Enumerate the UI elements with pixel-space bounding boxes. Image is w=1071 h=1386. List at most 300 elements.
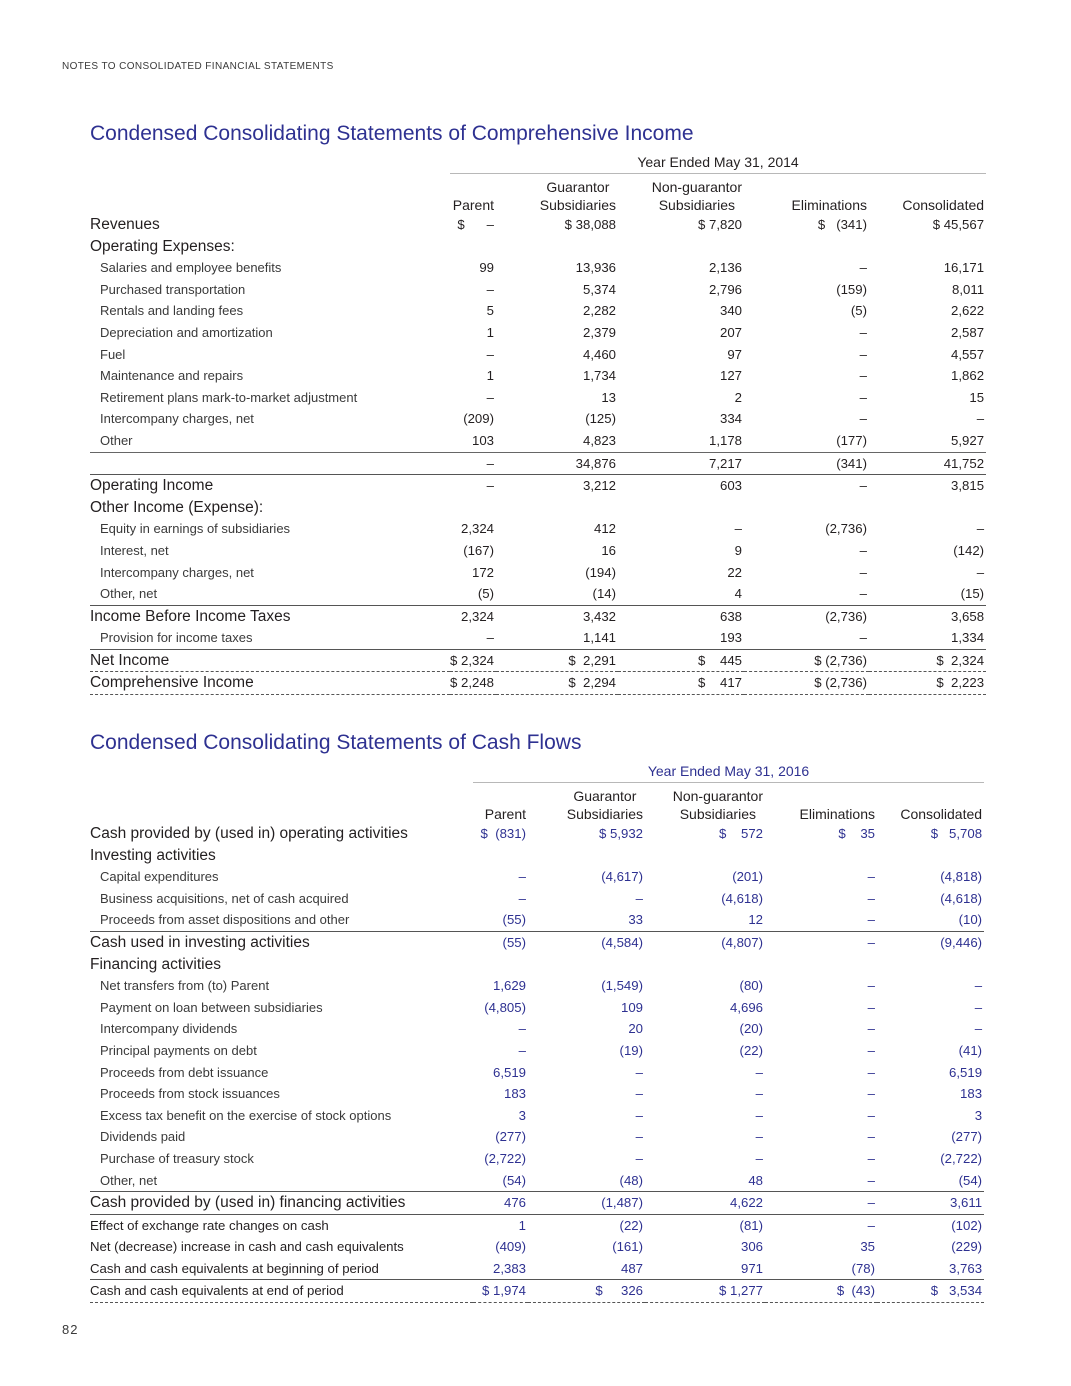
row-label: Revenues bbox=[90, 216, 160, 233]
cell-eliminations: – bbox=[867, 1150, 875, 1166]
cell-parent: 1 bbox=[473, 1214, 528, 1236]
row-label: Operating Expenses: bbox=[90, 237, 235, 255]
cell-eliminations: $ (341) bbox=[817, 217, 867, 232]
row-label: Proceeds from stock issuances bbox=[100, 1086, 280, 1102]
row-label: Cash provided by (used in) operating activities bbox=[90, 825, 408, 842]
cell-parent: 2,324 bbox=[450, 605, 496, 627]
cell-eliminations: – bbox=[867, 1064, 875, 1080]
row-label: Cash used in investing activities bbox=[90, 931, 473, 953]
cell-parent: (167) bbox=[463, 542, 494, 558]
cell-parent: (5) bbox=[477, 586, 494, 602]
table-row bbox=[90, 214, 986, 236]
cell-nonguarantor bbox=[618, 236, 744, 258]
cell-nonguarantor bbox=[618, 497, 744, 519]
cell-guarantor: (1,487) bbox=[528, 1192, 645, 1215]
row-label: Equity in earnings of subsidiaries bbox=[100, 521, 291, 537]
cell-guarantor: 412 bbox=[593, 521, 616, 537]
cell-parent: $ 2,324 bbox=[450, 649, 496, 672]
col-header-nonguarantor: Non-guarantor Subsidiaries bbox=[672, 788, 763, 822]
cell-guarantor: (4,584) bbox=[528, 931, 645, 953]
cell-eliminations: $ (43) bbox=[765, 1280, 877, 1303]
cell-consolidated: (10) bbox=[958, 912, 983, 928]
cell-eliminations: – bbox=[859, 411, 867, 427]
table-row bbox=[90, 605, 986, 627]
cell-eliminations: – bbox=[859, 260, 867, 276]
cell-parent: (4,805) bbox=[484, 999, 526, 1015]
cell-eliminations: $ (2,736) bbox=[744, 672, 869, 695]
col-header-consolidated: Consolidated bbox=[900, 806, 983, 822]
table-row bbox=[90, 975, 984, 997]
cell-nonguarantor bbox=[645, 954, 765, 976]
row-label bbox=[90, 452, 450, 475]
income-year-label: Year Ended May 31, 2014 bbox=[450, 151, 986, 174]
cell-guarantor: (1,549) bbox=[601, 978, 643, 994]
cell-guarantor: 3,212 bbox=[496, 475, 618, 497]
cell-nonguarantor: $ 7,820 bbox=[698, 217, 742, 232]
table-row bbox=[90, 257, 986, 279]
cell-nonguarantor: 971 bbox=[740, 1260, 763, 1276]
cell-guarantor: $ 326 bbox=[528, 1280, 645, 1303]
cell-eliminations: – bbox=[859, 346, 867, 362]
cell-consolidated: $ 5,708 bbox=[930, 826, 983, 841]
cell-consolidated: 41,752 bbox=[943, 455, 985, 471]
col-header-parent: Parent bbox=[452, 197, 494, 213]
cell-nonguarantor: 306 bbox=[740, 1239, 763, 1255]
cell-nonguarantor: – bbox=[734, 521, 742, 537]
cell-nonguarantor: (4,618) bbox=[721, 890, 763, 906]
table-row bbox=[90, 583, 986, 605]
cell-consolidated: (9,446) bbox=[877, 931, 984, 953]
table-row bbox=[90, 866, 984, 888]
cell-guarantor: (48) bbox=[619, 1172, 643, 1188]
cell-eliminations: – bbox=[867, 999, 875, 1015]
cell-guarantor: (14) bbox=[592, 586, 616, 602]
cell-eliminations: – bbox=[765, 931, 877, 953]
cell-guarantor bbox=[528, 845, 645, 867]
cashflow-column-header-row bbox=[90, 783, 984, 824]
cell-eliminations: (177) bbox=[744, 430, 869, 452]
cell-nonguarantor: 22 bbox=[727, 564, 742, 580]
cell-eliminations: – bbox=[867, 912, 875, 928]
cell-parent: 2,383 bbox=[492, 1260, 526, 1276]
cell-guarantor: $ 2,294 bbox=[496, 672, 618, 695]
table-row bbox=[90, 236, 986, 258]
table-row bbox=[90, 452, 986, 475]
table-row bbox=[90, 1105, 984, 1127]
table-row bbox=[90, 365, 986, 387]
cell-consolidated: $ 3,534 bbox=[877, 1280, 984, 1303]
cell-nonguarantor: – bbox=[755, 1107, 763, 1123]
table-row bbox=[90, 344, 986, 366]
cell-nonguarantor: 334 bbox=[719, 411, 742, 427]
cell-parent: $ (831) bbox=[480, 826, 526, 841]
cell-nonguarantor: 2,796 bbox=[708, 281, 742, 297]
cell-guarantor: 16 bbox=[601, 542, 616, 558]
cashflow-statement-title: Condensed Consolidating Statements of Cash Flows bbox=[90, 731, 582, 754]
cell-parent bbox=[450, 236, 496, 258]
table-row bbox=[90, 408, 986, 430]
cell-guarantor: (161) bbox=[612, 1239, 643, 1255]
row-label: Excess tax benefit on the exercise of stock options bbox=[100, 1107, 392, 1123]
cell-consolidated: 1,862 bbox=[951, 368, 985, 384]
cell-parent: – bbox=[486, 346, 494, 362]
table-row bbox=[90, 562, 986, 584]
cell-eliminations: – bbox=[867, 978, 875, 994]
cell-consolidated: 8,011 bbox=[952, 281, 985, 297]
cell-consolidated: (142) bbox=[953, 542, 985, 558]
row-label: Purchased transportation bbox=[100, 281, 246, 297]
cell-consolidated: 6,519 bbox=[949, 1064, 983, 1080]
cell-consolidated: $ 2,324 bbox=[869, 649, 986, 672]
cell-nonguarantor: 127 bbox=[719, 368, 742, 384]
cell-consolidated: 5,927 bbox=[869, 430, 986, 452]
cell-consolidated: 3 bbox=[974, 1107, 983, 1123]
cell-consolidated: 16,171 bbox=[943, 260, 985, 276]
cell-eliminations: (5) bbox=[850, 303, 867, 319]
cell-parent: – bbox=[450, 475, 496, 497]
cell-eliminations bbox=[765, 845, 877, 867]
cell-consolidated: $ 2,223 bbox=[869, 672, 986, 695]
cell-parent: – bbox=[518, 1021, 526, 1037]
cell-guarantor bbox=[496, 497, 618, 519]
cell-consolidated: (2,722) bbox=[940, 1150, 983, 1166]
cell-guarantor: 2,282 bbox=[582, 303, 616, 319]
table-row bbox=[90, 1258, 984, 1280]
cell-eliminations: – bbox=[859, 564, 867, 580]
table-row bbox=[90, 497, 986, 519]
row-label: Net (decrease) increase in cash and cash equivalents bbox=[90, 1239, 404, 1255]
row-label: Provision for income taxes bbox=[100, 630, 253, 646]
table-row bbox=[90, 997, 984, 1019]
cell-nonguarantor: $ 572 bbox=[719, 826, 763, 841]
col-header-nonguarantor: Non-guarantor Subsidiaries bbox=[651, 179, 742, 213]
cell-consolidated: – bbox=[974, 999, 983, 1015]
cell-consolidated bbox=[869, 497, 986, 519]
cell-eliminations: $ (2,736) bbox=[744, 649, 869, 672]
cell-parent: (409) bbox=[495, 1239, 526, 1255]
cell-eliminations: – bbox=[765, 1214, 877, 1236]
row-label: Other, net bbox=[100, 1172, 158, 1188]
cell-nonguarantor: 48 bbox=[748, 1172, 763, 1188]
cell-parent: 2,324 bbox=[460, 521, 494, 537]
cell-parent: (54) bbox=[502, 1172, 526, 1188]
cell-eliminations: – bbox=[867, 869, 875, 885]
page-header: NOTES TO CONSOLIDATED FINANCIAL STATEMENTS bbox=[62, 61, 334, 72]
row-label: Interest, net bbox=[100, 542, 169, 558]
row-label: Capital expenditures bbox=[100, 869, 219, 885]
cell-parent: 1,629 bbox=[492, 978, 526, 994]
row-label: Financing activities bbox=[90, 955, 221, 973]
cell-parent: – bbox=[486, 281, 494, 297]
table-row bbox=[90, 649, 986, 672]
page-number: 82 bbox=[62, 1322, 79, 1337]
cell-nonguarantor: (20) bbox=[739, 1021, 763, 1037]
cell-guarantor: – bbox=[635, 1086, 643, 1102]
cell-consolidated: 3,815 bbox=[869, 475, 986, 497]
cell-parent: $ 2,248 bbox=[450, 672, 496, 695]
cell-parent: (277) bbox=[495, 1129, 526, 1145]
cell-eliminations: (159) bbox=[836, 281, 867, 297]
cell-nonguarantor: – bbox=[755, 1150, 763, 1166]
row-label: Cash and cash equivalents at end of period bbox=[90, 1280, 473, 1303]
cell-nonguarantor: (4,807) bbox=[645, 931, 765, 953]
cell-nonguarantor: $ 417 bbox=[618, 672, 744, 695]
cell-nonguarantor: 9 bbox=[734, 542, 742, 558]
row-label: Salaries and employee benefits bbox=[100, 260, 282, 276]
cell-consolidated bbox=[869, 236, 986, 258]
cell-guarantor bbox=[528, 954, 645, 976]
cell-parent: 476 bbox=[473, 1192, 528, 1215]
cell-nonguarantor: (80) bbox=[739, 978, 763, 994]
cell-eliminations: – bbox=[867, 1042, 875, 1058]
cell-parent: $ 1,974 bbox=[473, 1280, 528, 1303]
cell-guarantor: – bbox=[635, 890, 643, 906]
cell-nonguarantor: 97 bbox=[727, 346, 742, 362]
cell-eliminations: – bbox=[867, 1107, 875, 1123]
income-statement-table bbox=[90, 151, 986, 695]
cell-guarantor: 109 bbox=[620, 999, 643, 1015]
col-header-guarantor: Guarantor Subsidiaries bbox=[539, 179, 616, 213]
table-row bbox=[90, 430, 986, 452]
cell-guarantor: 5,374 bbox=[582, 281, 616, 297]
cell-guarantor: 1,734 bbox=[582, 368, 616, 384]
cell-consolidated: – bbox=[974, 1021, 983, 1037]
table-row bbox=[90, 888, 984, 910]
cell-guarantor: 34,876 bbox=[575, 455, 616, 471]
cell-nonguarantor: 638 bbox=[618, 605, 744, 627]
cell-consolidated bbox=[877, 954, 984, 976]
table-row bbox=[90, 518, 986, 540]
cell-parent: (55) bbox=[473, 931, 528, 953]
table-row bbox=[90, 1214, 984, 1236]
cell-guarantor: – bbox=[635, 1129, 643, 1145]
row-label: Operating Income bbox=[90, 475, 450, 497]
row-label: Income Before Income Taxes bbox=[90, 605, 450, 627]
row-label: Fuel bbox=[100, 346, 126, 362]
cell-nonguarantor: 4,622 bbox=[645, 1192, 765, 1215]
table-row bbox=[90, 845, 984, 867]
row-label: Payment on loan between subsidiaries bbox=[100, 999, 323, 1015]
table-row bbox=[90, 627, 986, 649]
table-row bbox=[90, 1083, 984, 1105]
table-row bbox=[90, 1126, 984, 1148]
cell-parent: 99 bbox=[479, 260, 494, 276]
cell-guarantor: 3,432 bbox=[496, 605, 618, 627]
cell-consolidated: (4,818) bbox=[940, 869, 983, 885]
row-label: Other bbox=[90, 430, 450, 452]
table-row bbox=[90, 1018, 984, 1040]
cell-eliminations: – bbox=[859, 324, 867, 340]
cell-guarantor: – bbox=[635, 1064, 643, 1080]
row-label: Other Income (Expense): bbox=[90, 498, 264, 516]
cell-guarantor: (194) bbox=[585, 564, 616, 580]
cashflow-year-label: Year Ended May 31, 2016 bbox=[473, 760, 984, 783]
cell-eliminations: – bbox=[859, 542, 867, 558]
cell-parent: (55) bbox=[502, 912, 526, 928]
row-label: Purchase of treasury stock bbox=[100, 1150, 254, 1166]
cell-parent: 103 bbox=[450, 430, 496, 452]
cell-nonguarantor: 4,696 bbox=[729, 999, 763, 1015]
row-label: Proceeds from debt issuance bbox=[100, 1064, 269, 1080]
row-label: Comprehensive Income bbox=[90, 672, 450, 695]
cell-parent: 172 bbox=[471, 564, 494, 580]
row-label: Effect of exchange rate changes on cash bbox=[90, 1214, 473, 1236]
cell-guarantor: 4,460 bbox=[582, 346, 616, 362]
cell-parent: 183 bbox=[503, 1086, 526, 1102]
cell-consolidated: (102) bbox=[877, 1214, 984, 1236]
cell-eliminations: – bbox=[867, 890, 875, 906]
cell-consolidated: 3,658 bbox=[869, 605, 986, 627]
cell-consolidated bbox=[877, 845, 984, 867]
cell-nonguarantor: 603 bbox=[618, 475, 744, 497]
cell-consolidated: – bbox=[974, 978, 983, 994]
row-label: Intercompany charges, net bbox=[100, 411, 254, 427]
cell-consolidated: 2,622 bbox=[951, 303, 985, 319]
table-row bbox=[90, 475, 986, 497]
table-row bbox=[90, 909, 984, 931]
cell-guarantor: 33 bbox=[628, 912, 643, 928]
row-label: Proceeds from asset dispositions and other bbox=[100, 912, 350, 928]
cell-nonguarantor bbox=[645, 845, 765, 867]
cell-eliminations: – bbox=[744, 475, 869, 497]
cell-consolidated: 1,334 bbox=[951, 630, 985, 646]
cell-guarantor: 1,141 bbox=[582, 630, 616, 646]
table-row bbox=[90, 279, 986, 301]
cell-nonguarantor: $ 445 bbox=[618, 649, 744, 672]
row-label: Retirement plans mark-to-market adjustment bbox=[100, 389, 358, 405]
cell-parent bbox=[450, 497, 496, 519]
table-row bbox=[90, 1280, 984, 1303]
col-header-eliminations: Eliminations bbox=[799, 806, 875, 822]
table-row bbox=[90, 540, 986, 562]
table-row bbox=[90, 1170, 984, 1192]
cell-eliminations: – bbox=[859, 630, 867, 646]
cell-nonguarantor: 2,136 bbox=[708, 260, 742, 276]
cell-parent: $ – bbox=[457, 217, 494, 232]
cell-nonguarantor: $ 1,277 bbox=[645, 1280, 765, 1303]
cell-parent: 6,519 bbox=[492, 1064, 526, 1080]
cell-parent: 1 bbox=[486, 368, 494, 384]
cell-parent: 5 bbox=[486, 303, 494, 319]
cell-nonguarantor: (201) bbox=[732, 869, 763, 885]
cell-guarantor: 13,936 bbox=[575, 260, 616, 276]
row-label: Intercompany charges, net bbox=[100, 564, 254, 580]
table-row bbox=[90, 1236, 984, 1258]
cell-nonguarantor: 4 bbox=[734, 586, 742, 602]
cell-consolidated: 3,763 bbox=[949, 1260, 983, 1276]
table-row bbox=[90, 823, 984, 845]
row-label: Rentals and landing fees bbox=[100, 303, 244, 319]
table-row bbox=[90, 1148, 984, 1170]
row-label: Business acquisitions, net of cash acquired bbox=[100, 890, 349, 906]
cell-eliminations: – bbox=[867, 1086, 875, 1102]
cell-parent: – bbox=[518, 869, 526, 885]
col-header-guarantor: Guarantor Subsidiaries bbox=[566, 788, 643, 822]
cell-consolidated: 3,611 bbox=[877, 1192, 984, 1215]
cell-nonguarantor: 2 bbox=[734, 389, 742, 405]
cell-eliminations bbox=[744, 236, 869, 258]
cell-nonguarantor: (22) bbox=[739, 1042, 763, 1058]
cell-nonguarantor: – bbox=[755, 1064, 763, 1080]
cell-guarantor: (125) bbox=[585, 411, 616, 427]
cell-nonguarantor: – bbox=[755, 1129, 763, 1145]
cell-eliminations: (2,736) bbox=[825, 521, 867, 537]
cell-consolidated: – bbox=[976, 521, 985, 537]
cell-eliminations: 35 bbox=[860, 1239, 875, 1255]
cell-nonguarantor: 193 bbox=[719, 630, 742, 646]
cell-guarantor: 20 bbox=[628, 1021, 643, 1037]
table-row bbox=[90, 954, 984, 976]
cell-eliminations: – bbox=[867, 1021, 875, 1037]
cell-eliminations: (78) bbox=[851, 1260, 875, 1276]
cell-guarantor: 13 bbox=[601, 389, 616, 405]
income-statement-title: Condensed Consolidating Statements of Comprehensive Income bbox=[90, 122, 694, 145]
table-row bbox=[90, 672, 986, 695]
cell-consolidated: – bbox=[976, 411, 985, 427]
cell-nonguarantor: 1,178 bbox=[618, 430, 744, 452]
table-row bbox=[90, 931, 984, 953]
cell-parent: – bbox=[486, 630, 494, 646]
cell-nonguarantor: 12 bbox=[748, 912, 763, 928]
table-row bbox=[90, 1192, 984, 1215]
col-header-eliminations: Eliminations bbox=[791, 197, 867, 213]
cell-consolidated: (54) bbox=[958, 1172, 983, 1188]
cell-parent: 1 bbox=[486, 324, 494, 340]
row-label: Cash and cash equivalents at beginning of period bbox=[90, 1260, 379, 1276]
cell-nonguarantor: 207 bbox=[719, 324, 742, 340]
cell-nonguarantor: 7,217 bbox=[708, 455, 742, 471]
row-label: Cash provided by (used in) financing activities bbox=[90, 1192, 473, 1215]
cell-eliminations: – bbox=[765, 1192, 877, 1215]
income-column-header-row bbox=[90, 174, 986, 215]
table-row bbox=[90, 387, 986, 409]
income-year-header-row bbox=[90, 151, 986, 174]
cell-parent bbox=[473, 954, 528, 976]
table-row bbox=[90, 1062, 984, 1084]
row-label: Net transfers from (to) Parent bbox=[100, 978, 270, 994]
row-label: Intercompany dividends bbox=[100, 1021, 238, 1037]
cell-eliminations: (2,736) bbox=[744, 605, 869, 627]
cell-consolidated: (15) bbox=[960, 586, 985, 602]
cell-eliminations: – bbox=[859, 389, 867, 405]
row-label: Dividends paid bbox=[100, 1129, 186, 1145]
cell-parent: – bbox=[518, 1042, 526, 1058]
cell-parent: (2,722) bbox=[484, 1150, 526, 1166]
cell-guarantor: (19) bbox=[619, 1042, 643, 1058]
row-label: Principal payments on debt bbox=[100, 1042, 257, 1058]
cell-eliminations bbox=[744, 497, 869, 519]
cell-consolidated: – bbox=[976, 564, 985, 580]
cell-nonguarantor: (81) bbox=[645, 1214, 765, 1236]
col-header-parent: Parent bbox=[484, 806, 526, 822]
table-row bbox=[90, 322, 986, 344]
row-label: Depreciation and amortization bbox=[100, 324, 273, 340]
cell-guarantor: – bbox=[635, 1107, 643, 1123]
row-label: Other, net bbox=[100, 586, 158, 602]
cell-nonguarantor: – bbox=[755, 1086, 763, 1102]
cell-guarantor: – bbox=[635, 1150, 643, 1166]
cell-guarantor: 2,379 bbox=[582, 324, 616, 340]
cell-eliminations: – bbox=[867, 1172, 875, 1188]
cell-guarantor: $ 2,291 bbox=[496, 649, 618, 672]
col-header-consolidated: Consolidated bbox=[902, 197, 985, 213]
cell-parent: – bbox=[518, 890, 526, 906]
cell-eliminations: $ 35 bbox=[838, 826, 875, 841]
cell-consolidated: (4,618) bbox=[940, 890, 983, 906]
table-row bbox=[90, 1040, 984, 1062]
cell-nonguarantor: 340 bbox=[719, 303, 742, 319]
cell-guarantor bbox=[496, 236, 618, 258]
